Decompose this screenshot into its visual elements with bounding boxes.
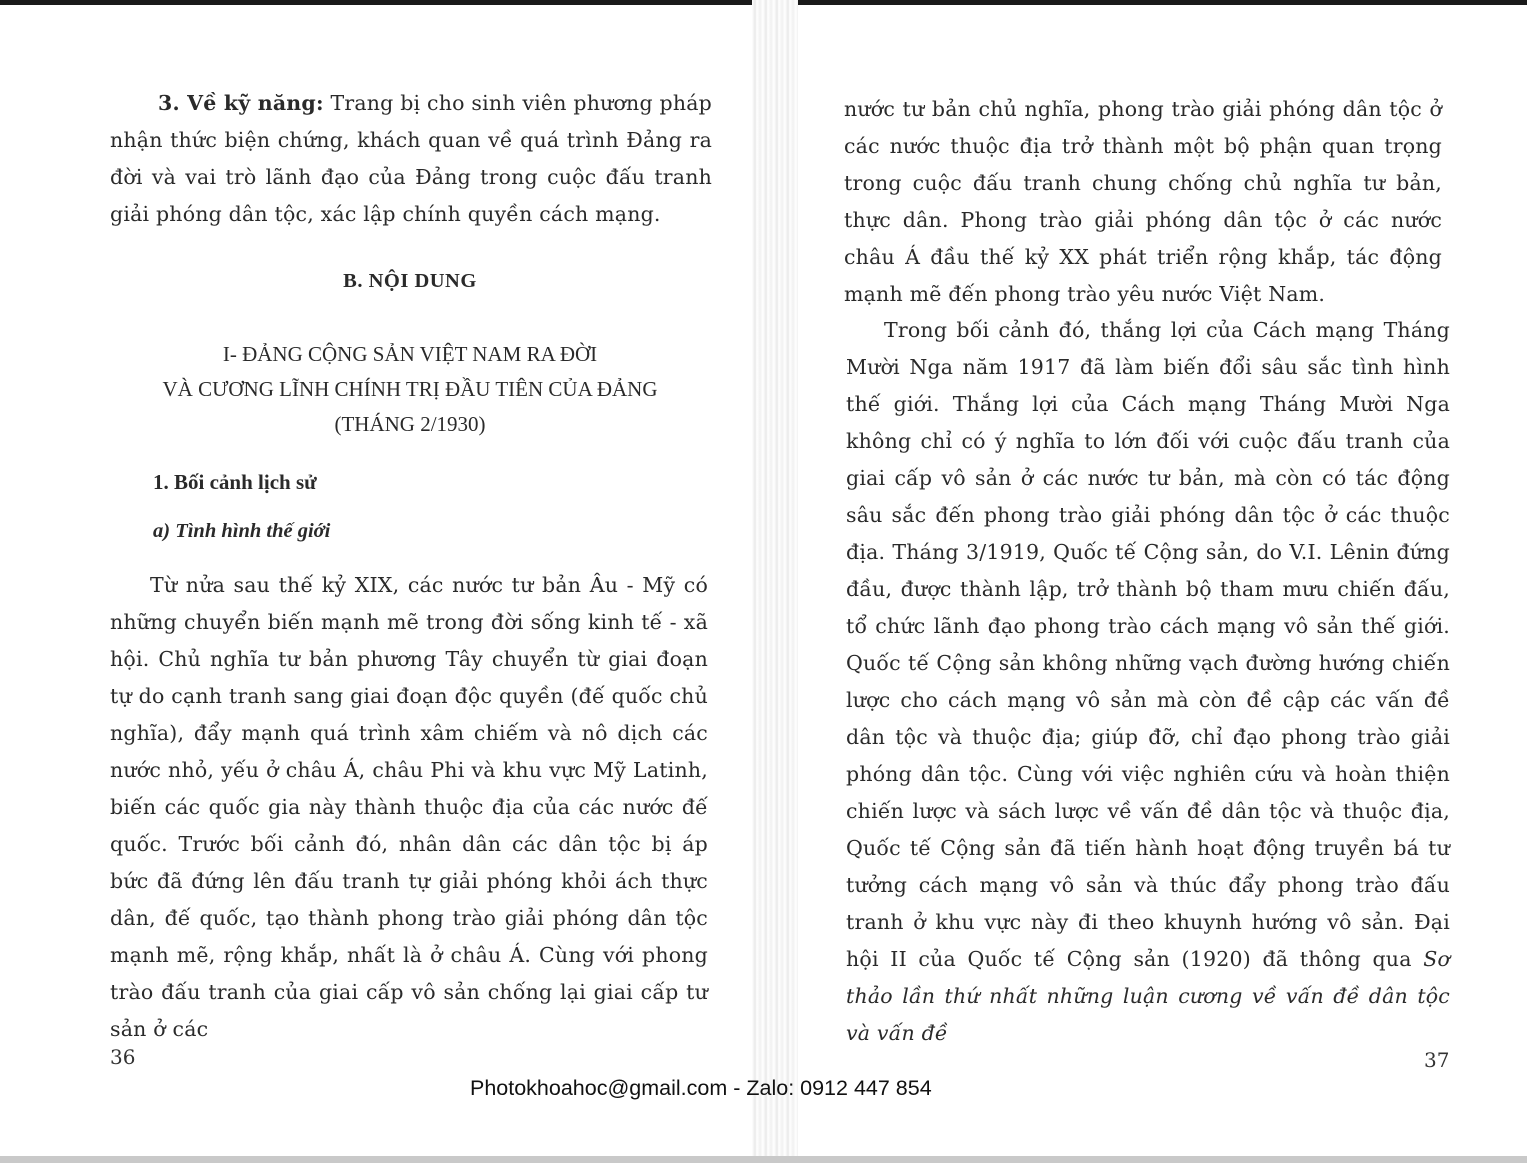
skills-lead: 3. Về kỹ năng: [158,91,324,115]
contact-watermark: Photokhoahoc@gmail.com - Zalo: 0912 447 854 [470,1076,932,1100]
body-paragraph: Từ nửa sau thế kỷ XIX, các nước tư bản Âu - Mỹ có những chuyển biến mạnh mẽ trong đời sống kinh tế - xã hội. Chủ nghĩa tư bản phương Tây chuyển từ giai đoạn tự do cạnh tranh sang giai đoạn độc quyền (đế quốc chủ nghĩa), đẩy mạnh quá trình xâm chiếm và nô dịch các nước nhỏ, yếu ở châu Á, châu Phi và khu vực Mỹ Latinh, biến các quốc gia này thành thuộc địa của các nước đế quốc. Trước bối cảnh đó, nhân dân các dân tộc bị áp bức đã đứng lên đấu tranh tự giải phóng khỏi ách thực dân, đế quốc, tạo thành phong trào giải phóng dân tộc mạnh mẽ, rộng khắp, nhất là ở châu Á. Cùng với phong trào đấu tranh của giai cấp vô sản chống lại giai cấp tư sản ở các [110,573,708,1041]
right-paragraph-2 [846,312,1450,1052]
chapter-heading-line2: VÀ CƯƠNG LĨNH CHÍNH TRỊ ĐẦU TIÊN CỦA ĐẢNG [162,377,658,401]
scan-bottom-edge [0,1156,1527,1163]
subheading: 1. Bối cảnh lịch sử [153,470,317,494]
right-page [790,0,1527,1163]
paragraph2-italic: Sơ thảo lần thứ nhất những luận cương về vấn đề dân tộc và vấn đề [846,947,1450,1045]
page-number-right: 37 [1424,1048,1450,1072]
left-page [0,0,760,1163]
page-number-left: 36 [110,1045,136,1069]
sub-subheading: a) Tình hình thế giới [153,520,331,542]
paragraph2-text: Trong bối cảnh đó, thắng lợi của Cách mạng Tháng Mười Nga năm 1917 đã làm biến đổi sâu sắc tình hình thế giới. Thắng lợi của Cách mạng Tháng Mười Nga không chỉ có ý nghĩa to lớn đối với cuộc đấu tranh của giai cấp vô sản ở các nước tư bản, mà còn có tác động sâu sắc đến phong trào giải phóng dân tộc ở các thuộc địa. Tháng 3/1919, Quốc tế Cộng sản, do V.I. Lênin đứng đầu, được thành lập, trở thành bộ tham mưu chiến đấu, tổ chức lãnh đạo phong trào cách mạng vô sản thế giới. Quốc tế Cộng sản không những vạch đường hướng chiến lược cho cách mạng vô sản mà còn đề cập các vấn đề dân tộc và thuộc địa; giúp đỡ, chỉ đạo phong trào giải phóng dân tộc. Cùng với việc nghiên cứu và hoàn thiện chiến lược và sách lược về vấn đề dân tộc và thuộc địa, Quốc tế Cộng sản đã tiến hành hoạt động truyền bá tư tưởng cách mạng vô sản và thúc đẩy phong trào đấu tranh ở khu vực này đi theo khuynh hướng vô sản. Đại hội II của Quốc tế Cộng sản (1920) đã thông qua [846,318,1450,971]
section-heading: B. NỘI DUNG [343,270,477,292]
skills-text: Trang bị cho sinh viên phương pháp nhận thức biện chứng, khách quan về quá trình Đảng ra đời và vai trò lãnh đạo của Đảng trong cuộc đấu tranh giải phóng dân tộc, xác lập chính quyền cách mạng. [110,91,712,226]
chapter-heading-line3: (THÁNG 2/1930) [334,412,486,436]
right-paragraph-1: nước tư bản chủ nghĩa, phong trào giải phóng dân tộc ở các nước thuộc địa trở thành một bộ phận quan trọng trong cuộc đấu tranh chung chống chủ nghĩa tư bản, thực dân. Phong trào giải phóng dân tộc ở các nước châu Á đầu thế kỷ XX phát triển rộng khắp, tác động mạnh mẽ đến phong trào yêu nước Việt Nam. [844,97,1442,306]
skills-paragraph [110,85,712,233]
chapter-heading [110,337,710,442]
chapter-heading-line1: I- ĐẢNG CỘNG SẢN VIỆT NAM RA ĐỜI [222,342,598,366]
